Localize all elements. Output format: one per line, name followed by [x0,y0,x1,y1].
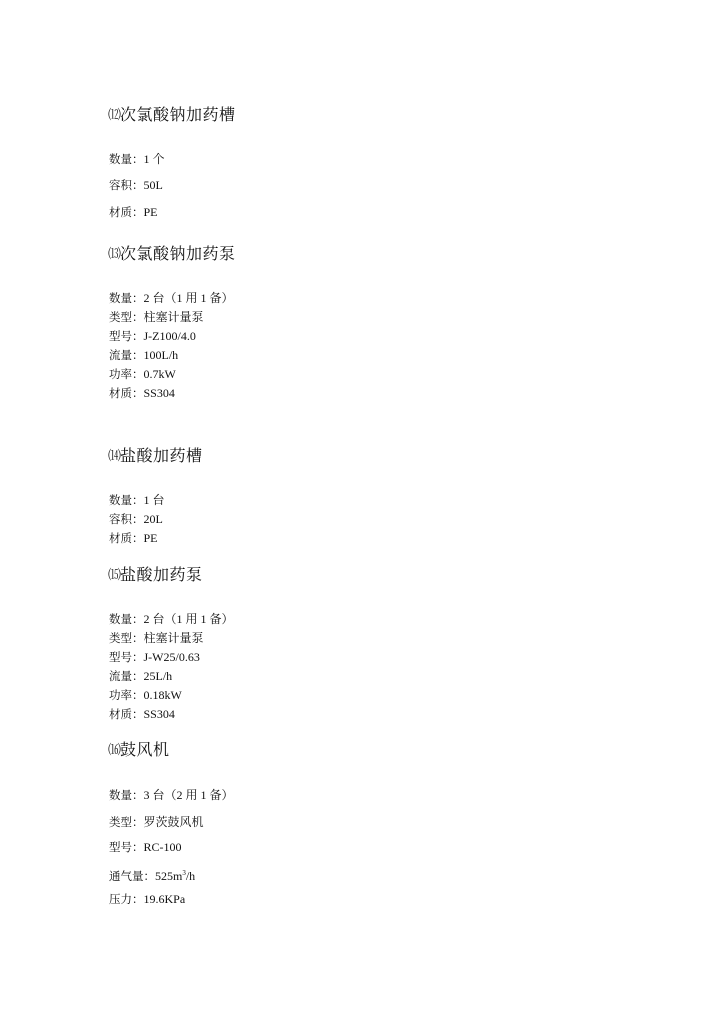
spec-label: 型号： [109,329,144,343]
spec-value: 3 台（2 用 1 备） [143,788,234,802]
section-number: ⒁ [108,449,121,464]
spec-value-main: 525m [155,869,183,883]
spec-label: 流量： [109,348,144,362]
spec-value-superscript: 3 [182,869,186,877]
spec-line [109,290,234,306]
section-number: ⒀ [108,247,121,262]
spec-line [109,814,204,830]
spec-label: 容积： [109,178,144,192]
spec-line [109,385,175,401]
spec-value: 0.7kW [143,367,176,381]
spec-line [109,530,158,546]
spec-value: 1 个 [143,152,165,166]
spec-line [109,151,165,167]
spec-line [109,865,195,884]
spec-label: 压力： [109,892,144,906]
spec-label: 类型： [109,815,144,829]
section-title: 盐酸加药槽 [120,446,203,465]
spec-label: 数量： [109,788,144,802]
spec-line [109,309,204,325]
spec-value: PE [143,205,158,219]
spec-label: 数量： [109,152,144,166]
spec-value: SS304 [143,386,175,400]
spec-line [109,347,178,363]
spec-label: 功率： [109,688,144,702]
spec-label: 类型： [109,310,144,324]
section-heading [108,446,203,467]
spec-line [109,511,163,527]
section-title: 次氯酸钠加药槽 [120,105,236,124]
spec-line [109,649,200,665]
spec-label: 容积： [109,512,144,526]
section-number: ⒂ [108,568,121,583]
spec-value: RC-100 [143,840,182,854]
spec-line [109,204,158,220]
section-heading [108,244,236,265]
section-title: 次氯酸钠加药泵 [120,244,236,263]
section-number: ⒃ [108,743,121,758]
spec-label: 数量： [109,612,144,626]
spec-value: 20L [143,512,163,526]
section-number: ⑿ [108,108,121,123]
spec-label: 流量： [109,669,144,683]
spec-line [109,328,196,344]
spec-line [109,706,175,722]
spec-value: PE [143,531,158,545]
spec-label: 型号： [109,650,144,664]
spec-value-suffix: /h [185,869,196,883]
spec-value: 50L [143,178,163,192]
spec-value: SS304 [143,707,175,721]
spec-line [109,839,182,855]
spec-value: 19.6KPa [143,892,186,906]
spec-value: 100L/h [143,348,179,362]
spec-label: 功率： [109,367,144,381]
spec-line [109,366,176,382]
spec-value: 2 台（1 用 1 备） [143,612,234,626]
spec-label: 材质： [109,707,144,721]
spec-line [109,630,204,646]
spec-line [109,687,182,703]
spec-line [109,891,185,907]
spec-value: J-W25/0.63 [143,650,200,664]
section-title: 盐酸加药泵 [120,565,203,584]
spec-line [109,492,165,508]
spec-label: 型号： [109,840,144,854]
spec-label: 通气量： [109,869,155,883]
section-heading [108,740,170,761]
spec-value: 柱塞计量泵 [143,310,204,324]
spec-line [109,177,163,193]
spec-value: 柱塞计量泵 [143,631,204,645]
section-heading [108,105,236,126]
spec-line [109,668,172,684]
spec-label: 数量： [109,291,144,305]
spec-value: 25L/h [143,669,173,683]
spec-line [109,611,234,627]
spec-value: J-Z100/4.0 [143,329,196,343]
spec-value: 1 台 [143,493,165,507]
spec-label: 材质： [109,531,144,545]
spec-label: 材质： [109,386,144,400]
spec-value: 罗茨鼓风机 [143,815,204,829]
spec-value [155,869,195,883]
spec-label: 类型： [109,631,144,645]
spec-label: 材质： [109,205,144,219]
spec-label: 数量： [109,493,144,507]
spec-line [109,787,234,803]
spec-value: 0.18kW [143,688,182,702]
section-title: 鼓风机 [120,740,170,759]
section-heading [108,565,203,586]
spec-value: 2 台（1 用 1 备） [143,291,234,305]
